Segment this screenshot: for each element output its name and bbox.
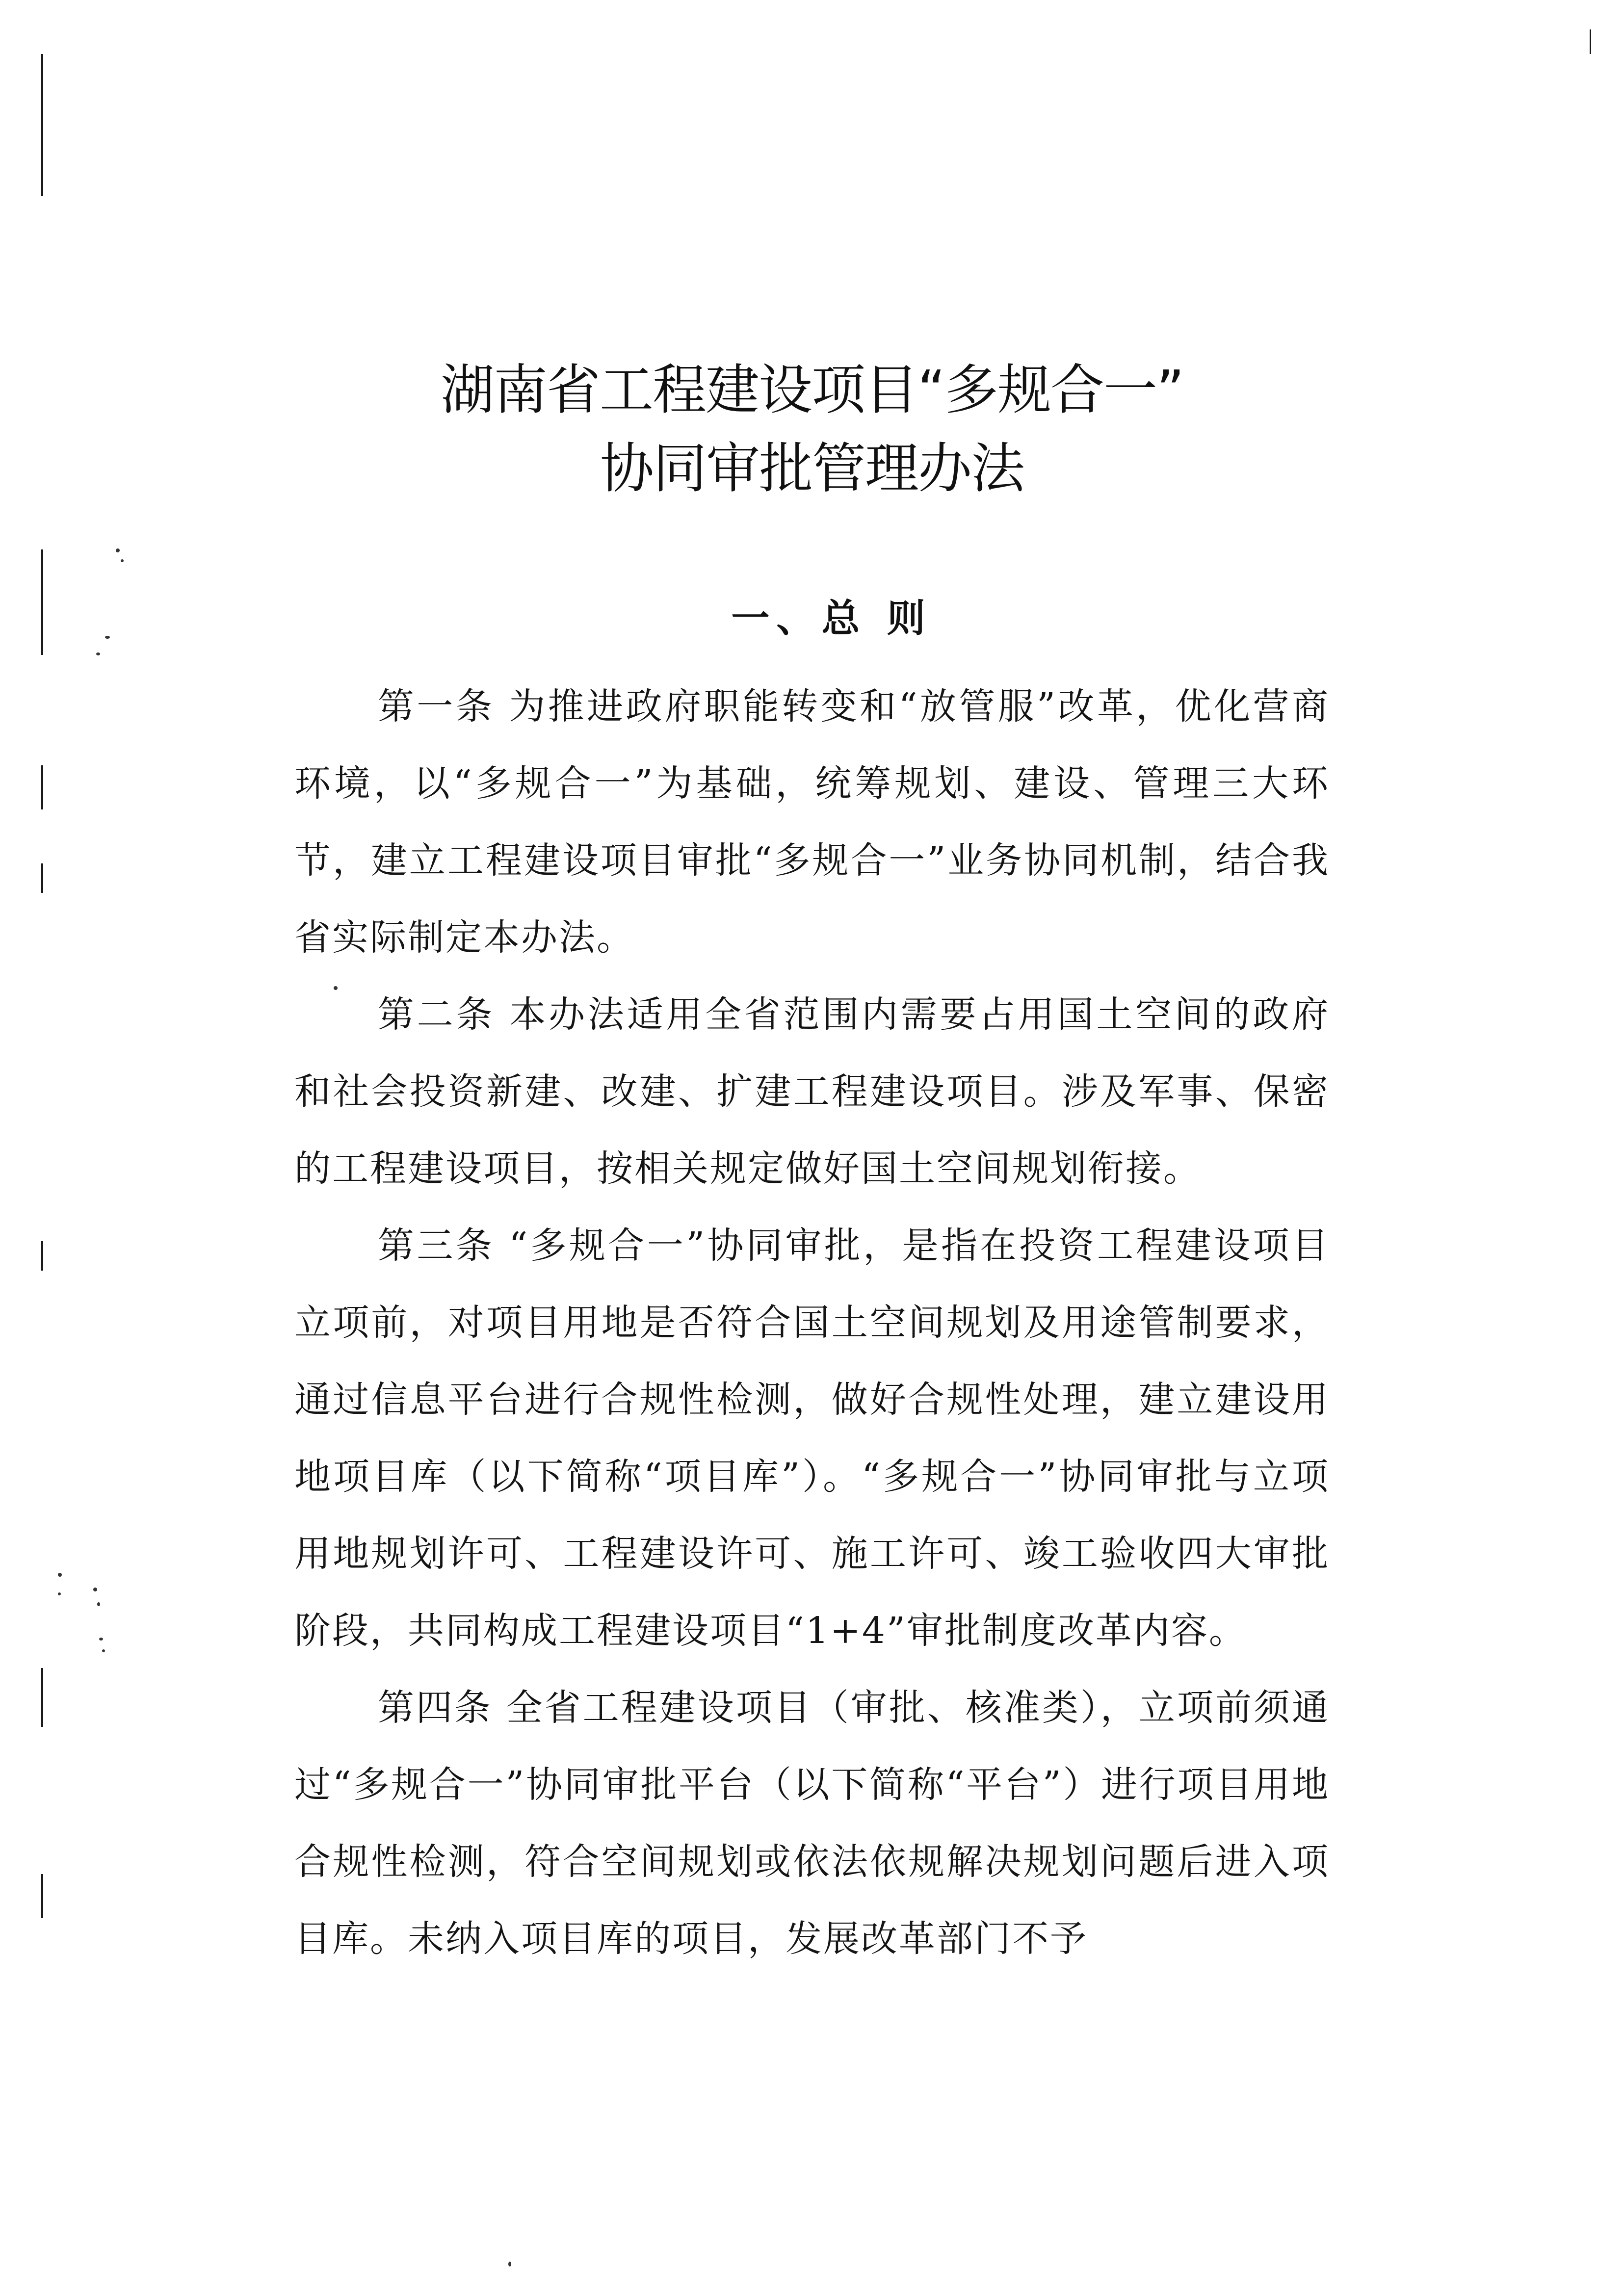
scan-margin-line [41,54,43,196]
article-2-paragraph: 第二条 本办法适用全省范围内需要占用国土空间的政府和社会投资新建、改建、扩建工程建设项目。涉及军事、保密的工程建设项目，按相关规定做好国土空间规划衔接。 [294,993,1330,1190]
scan-margin-line [41,1874,43,1918]
scan-margin-line [41,863,43,893]
document-title-line1: 湖南省工程建设项目“多规合一” [441,359,1183,421]
article-4-paragraph: 第四条 全省工程建设项目（审批、核准类），立项前须通过“多规合一”协同审批平台（以下简称“平台”）进行项目用地合规性检测，符合空间规划或依法依规解决规划问题后进入项目库。未纳入项目库的项目，发展改革部门不予 [294,1687,1330,1960]
scan-margin-line [41,765,43,809]
article-3-paragraph: 第三条 “多规合一”协同审批，是指在投资工程建设项目立项前，对项目用地是否符合国土空间规划及用途管制要求，通过信息平台进行合规性检测，做好合规性处理，建立建设用地项目库（以下简称“项目库”）。“多规合一”协同审批与立项用地规划许可、工程建设许可、施工许可、竣工验收四大审批阶段，共同构成工程建设项目“1+4”审批制度改革内容。 [294,1225,1330,1652]
scan-margin-line [1590,29,1591,54]
scan-speck [97,1602,100,1606]
document-title-line2: 协同审批管理办法 [600,437,1024,500]
scan-speck [508,2262,511,2267]
scan-speck [96,652,100,655]
section-heading: 一、总 则 [731,596,932,641]
scan-margin-line [41,1241,43,1271]
scan-speck [93,1588,97,1591]
scan-speck [102,1649,105,1652]
scan-speck [99,1638,103,1641]
document-body [294,668,1330,1978]
scan-speck [58,1592,61,1595]
scan-speck [116,548,120,552]
scan-speck [121,559,124,562]
scan-speck [58,1573,62,1577]
scan-margin-line [41,1668,43,1727]
article-1-paragraph: 第一条 为推进政府职能转变和“放管服”改革，优化营商环境，以“多规合一”为基础，统筹规划、建设、管理三大环节，建立工程建设项目审批“多规合一”业务协同机制，结合我省实际制定本办法。 [294,685,1330,959]
